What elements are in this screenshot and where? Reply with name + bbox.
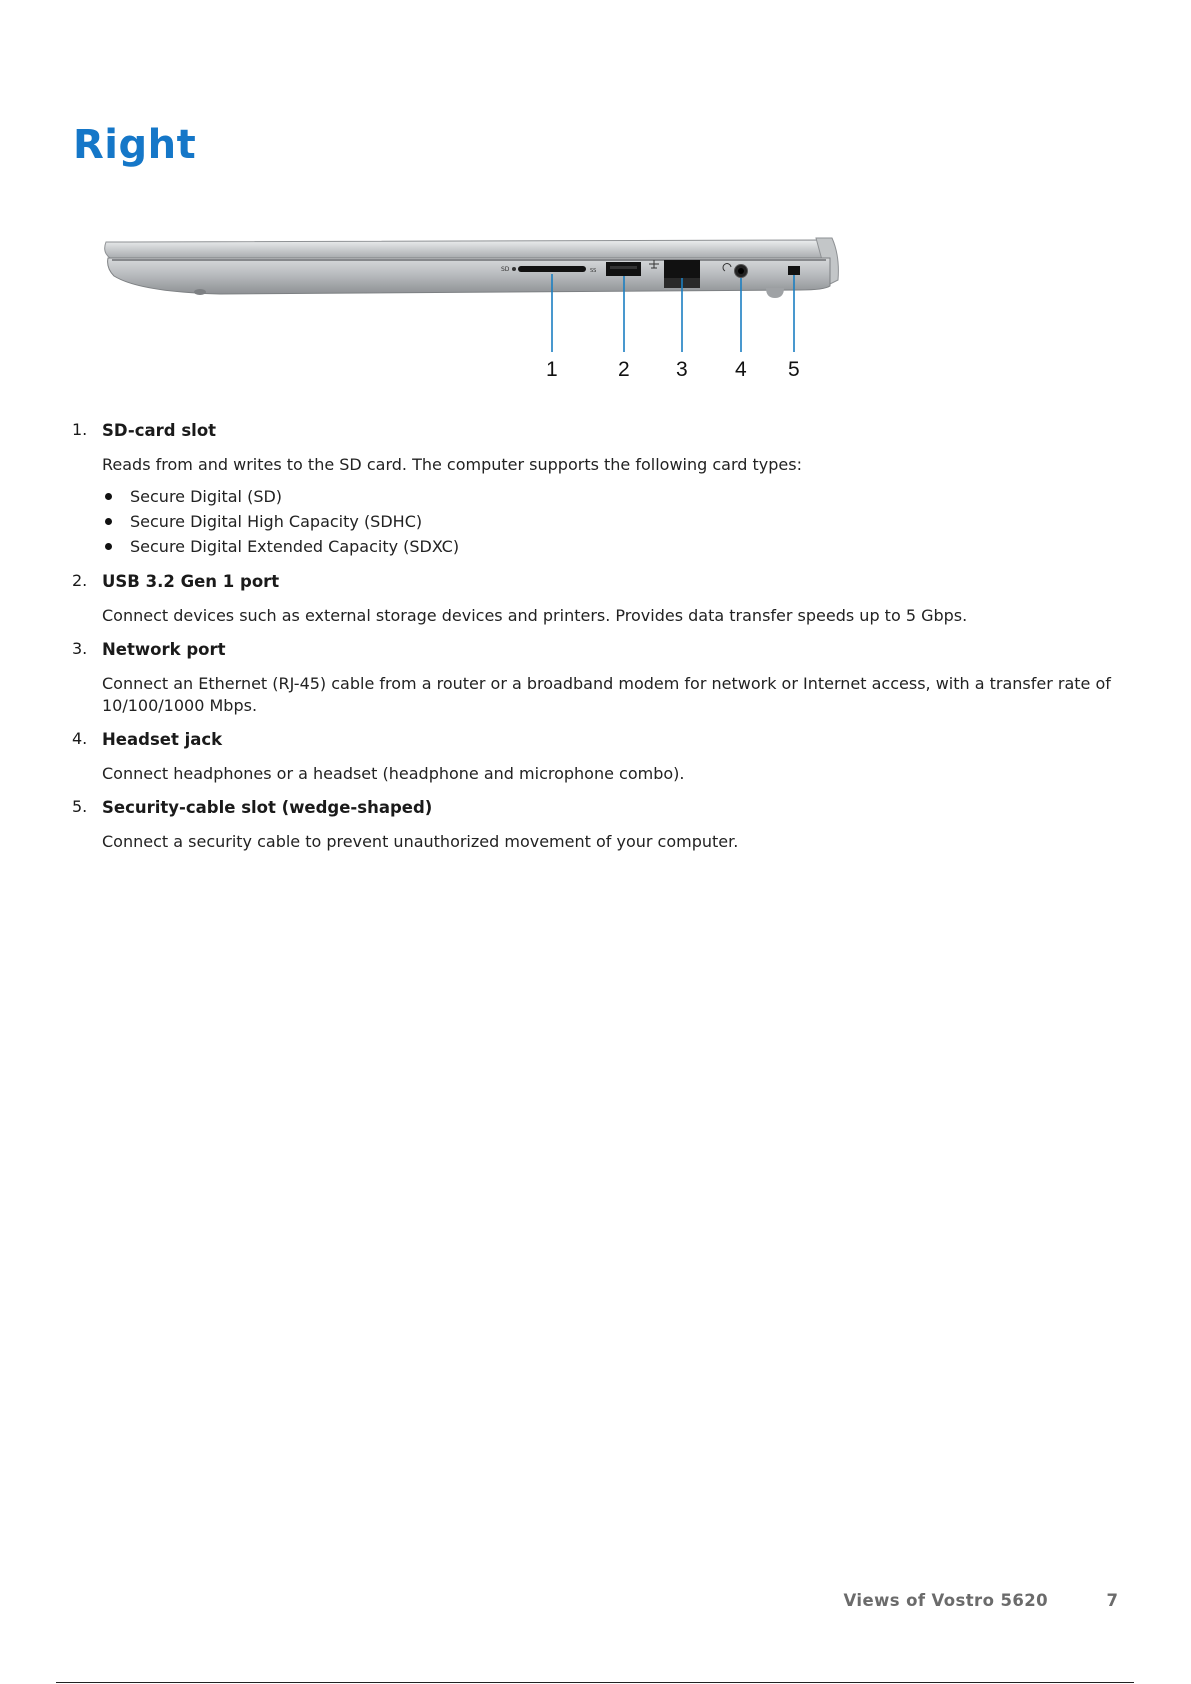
item-title: Security-cable slot (wedge-shaped) (102, 798, 433, 817)
item-description: Connect a security cable to prevent unauthorized movement of your computer. (102, 832, 739, 851)
item-number: 4. (72, 729, 88, 748)
page-number: 7 (1106, 1591, 1118, 1610)
list-item (72, 729, 1132, 785)
bullet-item: Secure Digital High Capacity (SDHC) (102, 509, 1132, 534)
port-list (72, 420, 1132, 865)
item-description: Reads from and writes to the SD card. The computer supports the following card types: (102, 455, 802, 474)
usb-port-label: SS (590, 268, 597, 274)
foot (766, 288, 784, 298)
page-footer (0, 1591, 1191, 1615)
section-title: Right (73, 122, 197, 168)
bullet-icon (105, 543, 112, 550)
item-number: 1. (72, 420, 88, 439)
foot (194, 289, 206, 295)
item-title: Headset jack (102, 730, 223, 749)
item-description: Connect an Ethernet (RJ-45) cable from a router or a broadband modem for network or Internet access, with a transfer rate of 10/100/1000 Mbps. (102, 674, 1111, 715)
footer-divider (56, 1682, 1134, 1683)
network-port (664, 260, 700, 278)
item-title: SD-card slot (102, 421, 217, 440)
laptop-base (108, 258, 830, 294)
bullet-item: Secure Digital Extended Capacity (SDXC) (102, 534, 1132, 559)
bullet-icon (105, 493, 112, 500)
laptop-illustration (100, 236, 920, 416)
item-title: Network port (102, 640, 226, 659)
callout-number-3: 3 (676, 358, 688, 381)
sd-card-slot (518, 266, 586, 272)
list-item (72, 639, 1132, 717)
footer-title: Views of Vostro 5620 (843, 1591, 1048, 1610)
item-title: USB 3.2 Gen 1 port (102, 572, 280, 591)
item-number: 2. (72, 571, 88, 590)
callout-number-4: 4 (735, 358, 747, 381)
sd-card-icon (512, 267, 516, 271)
item-number: 3. (72, 639, 88, 658)
card-type-list (102, 484, 1132, 559)
callout-number-1: 1 (546, 358, 558, 381)
list-item (72, 420, 1132, 559)
item-number: 5. (72, 797, 88, 816)
bullet-item: Secure Digital (SD) (102, 484, 1132, 509)
bullet-icon (105, 518, 112, 525)
laptop-lid (105, 240, 834, 258)
item-description: Connect devices such as external storage devices and printers. Provides data transfer speeds up to 5 Gbps. (102, 606, 968, 625)
list-item (72, 797, 1132, 853)
callout-number-2: 2 (618, 358, 630, 381)
item-description: Connect headphones or a headset (headphone and microphone combo). (102, 764, 685, 783)
sd-port-label: SD (501, 266, 510, 273)
list-item (72, 571, 1132, 627)
security-cable-slot (788, 266, 800, 275)
laptop-right-side-figure (100, 236, 920, 416)
callout-number-5: 5 (788, 358, 800, 381)
